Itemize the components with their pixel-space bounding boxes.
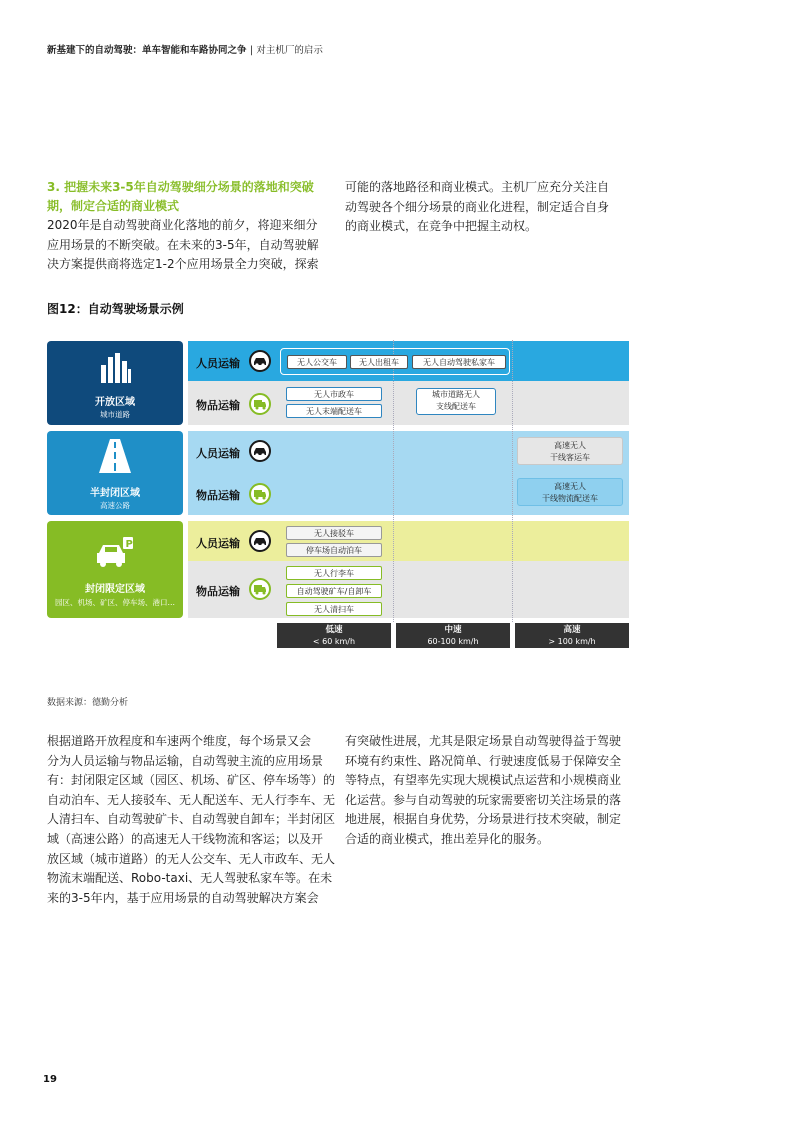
speed-divider xyxy=(393,340,394,622)
row-label-passenger: 人员运输 xyxy=(196,537,240,550)
header-subtitle: 对主机厂的启示 xyxy=(256,45,323,56)
scenario-tag: 无人清扫车 xyxy=(286,602,382,616)
body-line: 放区域（城市道路）的无人公交车、无人市政车、无人 xyxy=(47,851,336,866)
car-icon xyxy=(249,440,271,462)
truck-icon xyxy=(249,483,271,505)
body-right-column xyxy=(345,732,635,850)
body-left-column xyxy=(47,732,339,908)
scenario-tag: 无人自动驾驶私家车 xyxy=(412,355,506,369)
scenario-tag: 自动驾驶矿车/自卸车 xyxy=(286,584,382,598)
speed-range: > 100 km/h xyxy=(548,637,596,646)
header-title: 新基建下的自动驾驶：单车智能和车路协同之争 xyxy=(47,45,247,56)
scenario-tag: 无人出租车 xyxy=(350,355,408,369)
row-label-freight: 物品运输 xyxy=(196,489,240,502)
parking-car-icon xyxy=(95,535,135,569)
scenario-tag: 无人接驳车 xyxy=(286,526,382,540)
row-label-passenger: 人员运输 xyxy=(196,357,240,370)
intro-line: 应用场景的不断突破。在未来的3-5年，自动驾驶解 xyxy=(47,237,319,252)
scenario-tag: 高速无人 干线客运车 xyxy=(517,437,623,465)
intro-left-column xyxy=(47,178,339,275)
scenario-tag: 城市道路无人 支线配送车 xyxy=(416,388,496,415)
svg-text:P: P xyxy=(125,539,133,550)
row-label-passenger: 人员运输 xyxy=(196,447,240,460)
body-line: 化运营。参与自动驾驶的玩家需要密切关注场景的落 xyxy=(345,792,622,807)
intro-line: 2020年是自动驾驶商业化落地的前夕，将迎来细分 xyxy=(47,218,318,232)
speed-name: 中速 xyxy=(444,625,462,635)
body-line: 等特点，有望率先实现大规模试点运营和小规模商业 xyxy=(345,773,622,788)
zone-subtitle: 高速公路 xyxy=(100,501,130,510)
car-icon xyxy=(249,530,271,552)
intro-line: 决方案提供商将选定1-2个应用场景全力突破，探索 xyxy=(47,257,319,272)
zone-subtitle: 园区、机场、矿区、停车场、港口… xyxy=(55,598,175,607)
intro-line: 动驾驶各个细分场景的商业化进程，制定适合自身 xyxy=(345,199,610,214)
page-number: 19 xyxy=(43,1074,57,1085)
scenario-tag: 无人市政车 xyxy=(286,387,382,401)
truck-icon xyxy=(249,393,271,415)
intro-line: 的商业模式，在竞争中把握主动权。 xyxy=(345,219,538,234)
speed-high xyxy=(515,623,629,648)
figure-source: 数据来源：德勤分析 xyxy=(47,698,129,708)
body-line: 人清扫车、自动驾驶矿卡、自动驾驶自卸车；半封闭区 xyxy=(47,812,336,827)
body-line: 有：封闭限定区域（园区、机场、矿区、停车场等）的 xyxy=(47,773,336,788)
scenario-tag: 无人末端配送车 xyxy=(286,404,382,418)
speed-range: 60-100 km/h xyxy=(427,637,479,646)
zone-semi-closed xyxy=(47,431,183,515)
body-line: 环境有约束性、路况简单、行驶速度低易于保障安全 xyxy=(345,753,622,768)
scenario-tag: 停车场自动泊车 xyxy=(286,543,382,557)
running-header xyxy=(47,42,323,56)
car-icon xyxy=(249,350,271,372)
zone-closed xyxy=(47,521,183,618)
body-line: 有突破性进展，尤其是限定场景自动驾驶得益于驾驶 xyxy=(345,734,622,748)
row-label-freight: 物品运输 xyxy=(196,399,240,412)
intro-line: 可能的落地路径和商业模式。主机厂应充分关注自 xyxy=(345,180,610,194)
body-line: 物流末端配送、Robo-taxi、无人驾驶私家车等。在未 xyxy=(47,871,333,886)
body-line: 分为人员运输与物品运输，自动驾驶主流的应用场景 xyxy=(47,753,324,768)
body-line: 来的3-5年内，基于应用场景的自动驾驶解决方案会 xyxy=(47,890,319,905)
zone-title: 封闭限定区域 xyxy=(85,584,145,595)
zone-subtitle: 城市道路 xyxy=(100,410,130,419)
speed-mid xyxy=(396,623,510,648)
scenario-tag: 无人行李车 xyxy=(286,566,382,580)
section-heading xyxy=(47,178,339,216)
section-heading-line: 3. 把握未来3-5年自动驾驶细分场景的落地和突破 xyxy=(47,180,314,194)
intro-right-column xyxy=(345,178,635,237)
figure-title: 图12：自动驾驶场景示例 xyxy=(47,302,184,316)
header-separator: | xyxy=(249,45,254,56)
speed-low xyxy=(277,623,391,648)
scenario-tag: 高速无人 干线物流配送车 xyxy=(517,478,623,506)
speed-range: < 60 km/h xyxy=(312,637,356,646)
speed-name: 高速 xyxy=(563,625,581,635)
body-line: 自动泊车、无人接驳车、无人配送车、无人行李车、无 xyxy=(47,792,336,807)
highway-road-icon xyxy=(99,439,131,473)
speed-name: 低速 xyxy=(325,625,343,635)
body-line: 合适的商业模式，推出差异化的服务。 xyxy=(345,831,550,846)
body-line: 根据道路开放程度和车速两个维度，每个场景又会 xyxy=(47,734,312,748)
section-heading-line: 期，制定合适的商业模式 xyxy=(47,199,180,213)
city-buildings-icon xyxy=(99,351,131,383)
zone-title: 开放区域 xyxy=(95,397,135,408)
speed-divider xyxy=(512,340,513,622)
zone-open xyxy=(47,341,183,425)
scenario-tag: 无人公交车 xyxy=(287,355,347,369)
zone-title: 半封闭区域 xyxy=(90,488,140,499)
row-label-freight: 物品运输 xyxy=(196,585,240,598)
body-line: 地进展，根据自身优势，分场景进行技术突破，制定 xyxy=(345,812,622,827)
body-line: 域（高速公路）的高速无人干线物流和客运；以及开 xyxy=(47,831,324,846)
truck-icon xyxy=(249,578,271,600)
